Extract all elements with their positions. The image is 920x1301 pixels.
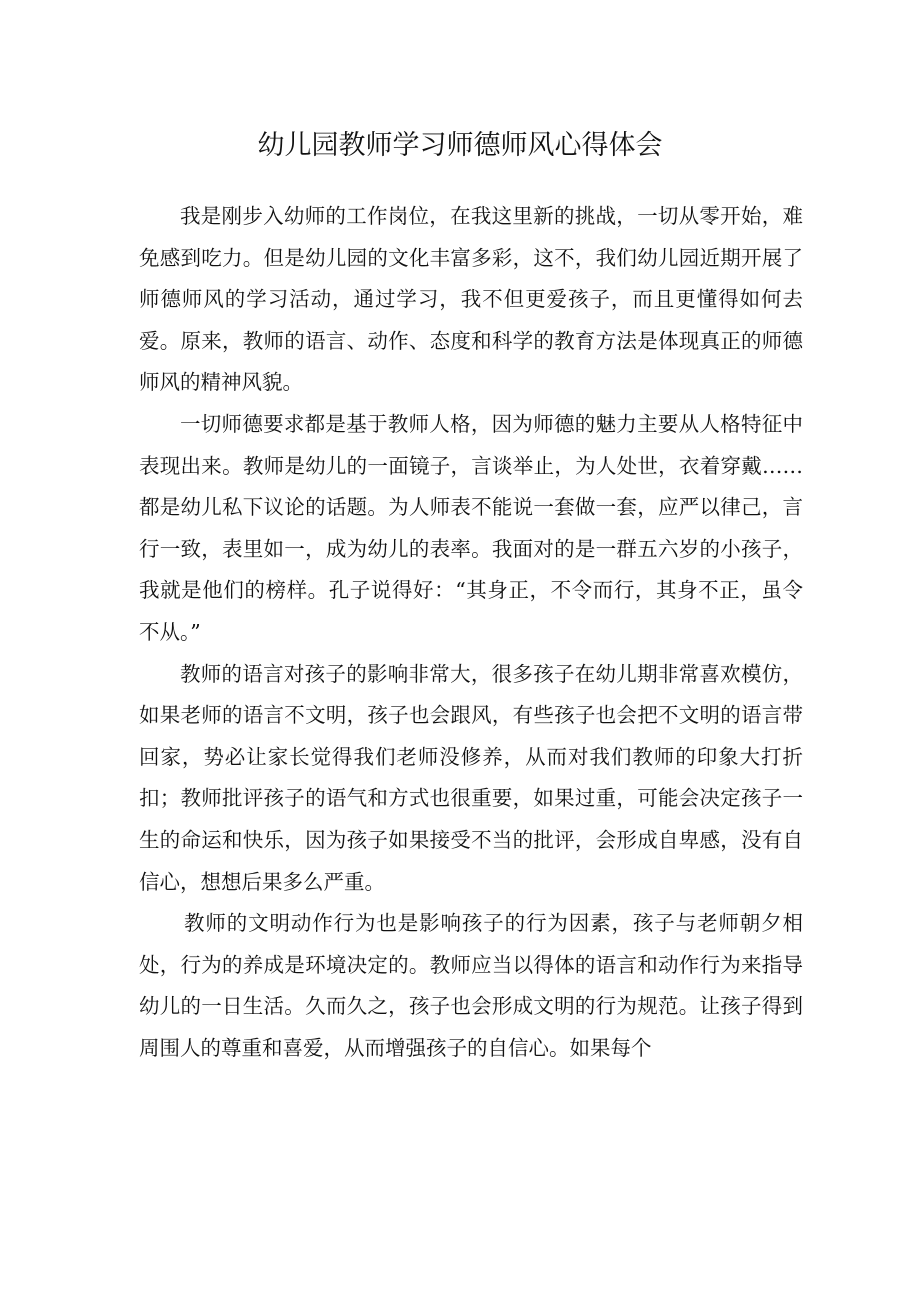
paragraph-4: 教师的文明动作行为也是影响孩子的行为因素，孩子与老师朝夕相处，行为的养成是环境决定的。教师应当以得体的语言和动作行为来指导幼儿的一日生活。久而久之，孩子也会形成文明的行为规范。让孩子得到周围人的尊重和喜爱，从而增强孩子的自信心。如果每个 (139, 911, 803, 1060)
document-title: 幼儿园教师学习师德师风心得体会 (257, 130, 663, 161)
document-body (139, 196, 803, 1069)
paragraph-3: 教师的语言对孩子的影响非常大，很多孩子在幼儿期非常喜欢模仿，如果老师的语言不文明，孩子也会跟风，有些孩子也会把不文明的语言带回家，势必让家长觉得我们老师没修养，从而对我们教师的印象大打折扣；教师批评孩子的语气和方式也很重要，如果过重，可能会决定孩子一生的命运和快乐，因为孩子如果接受不当的批评，会形成自卑感，没有自信心，想想后果多么严重。 (139, 661, 803, 894)
paragraph-1: 我是刚步入幼师的工作岗位，在我这里新的挑战，一切从零开始，难免感到吃力。但是幼儿园的文化丰富多彩，这不，我们幼儿园近期开展了师德师风的学习活动，通过学习，我不但更爱孩子，而且更懂得如何去爱。原来，教师的语言、动作、态度和科学的教育方法是体现真正的师德师风的精神风貌。 (139, 204, 803, 395)
paragraph-2: 一切师德要求都是基于教师人格，因为师德的魅力主要从人格特征中表现出来。教师是幼儿的一面镜子，言谈举止，为人处世，衣着穿戴……都是幼儿私下议论的话题。为人师表不能说一套做一套，应严以律己，言行一致，表里如一，成为幼儿的表率。我面对的是一群五六岁的小孩子，我就是他们的榜样。孔子说得好：“其身正，不令而行，其身不正，虽令不从。” (139, 411, 803, 644)
